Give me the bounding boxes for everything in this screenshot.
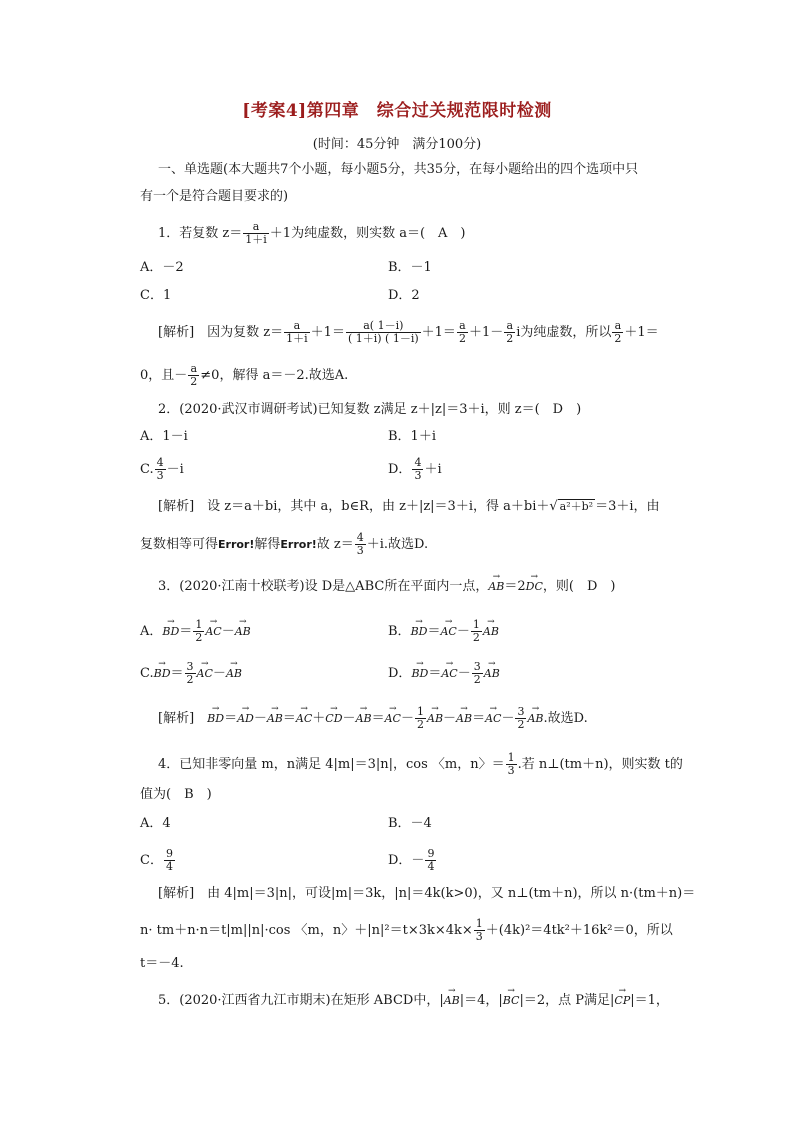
q2-option-a: A．1－i bbox=[140, 429, 188, 444]
q3-option-b: B．→ BD＝→ AC－ $\frac{1}{2}$ → AB bbox=[388, 619, 499, 644]
q4-option-b: B．－4 bbox=[388, 816, 432, 831]
q1-stem: 1．若复数 z＝ $\frac{a}{1+i}$ ＋1为纯虚数，则实数 a＝( A ) bbox=[158, 220, 466, 246]
q2-solution-line-1: [解析] 设 z＝a＋bi，其中 a，b∈R，由 z＋|z|＝3＋i，得 a＋bi＋√ a²＋b² ＝3＋i，由 bbox=[158, 499, 660, 514]
q5-stem: 5．(2020·江西省九江市期末)在矩形 ABCD中，|→ AB|＝4，|→ BC|＝2，点 P满足|→ CP|＝1， bbox=[158, 991, 669, 1011]
q4-solution-line-3: t＝－4. bbox=[140, 956, 184, 971]
q3-stem: 3．(2020·江南十校联考)设 D是△ABC所在平面内一点，→ AB＝2→ DC，则( D ) bbox=[158, 577, 615, 597]
section-intro-line-1: 一、单选题(本大题共7个小题，每小题5分，共35分，在每小题给出的四个选项中只 bbox=[158, 162, 639, 177]
q4-stem-line-2: 值为( B ) bbox=[140, 787, 212, 802]
q3-option-d: D．→ BD＝→ AC－ $\frac{3}{2}$ → AB bbox=[388, 661, 500, 686]
q1-option-d: D．2 bbox=[388, 288, 420, 303]
q4-stem-line-1: 4．已知非零向量 m，n满足 4|m|＝3|n|，cos 〈m，n〉＝ $\frac{1}{3}$ .若 n⊥(tm＋n)，则实数 t的 bbox=[158, 751, 683, 777]
q3-solution: [解析] → BD＝→ AD－→ AB＝→ AC＋→ CD－→ AB＝→ AC－ $\frac{1}{2}$ → AB－→ AB＝→ AC－ $\frac{3}{2}$ → AB.故选D. bbox=[158, 706, 588, 731]
q1-option-b: B．－1 bbox=[388, 260, 432, 275]
q2-option-d: D． $\frac{4}{3}$ ＋i bbox=[388, 456, 442, 482]
q1-option-a: A．－2 bbox=[140, 260, 184, 275]
q4-option-a: A．4 bbox=[140, 816, 171, 831]
q1-option-c: C．1 bbox=[140, 288, 172, 303]
q2-solution-line-2: 复数相等可得Error!解得Error!故 z＝ $\frac{4}{3}$ ＋i.故选D. bbox=[140, 531, 429, 557]
page-title: [考案4]第四章 综合过关规范限时检测 bbox=[242, 101, 552, 121]
q3-option-a: A．→ BD＝ $\frac{1}{2}$ → AC－→ AB bbox=[140, 619, 251, 644]
section-intro-line-2: 有一个是符合题目要求的) bbox=[140, 189, 289, 204]
q1-solution-line-1: [解析] 因为复数 z＝ $\frac{a}{1+i}$ ＋1＝ $\frac{a( 1-i)}{( 1+i) ( 1-i)}$ ＋1＝ $\frac{a}{2}$ ＋1－ $\frac{a}{2}$ i为纯虚数，所以 $\frac{a}{2}$ ＋1＝ bbox=[158, 319, 659, 345]
q2-option-b: B．1＋i bbox=[388, 429, 436, 444]
q4-option-c: C． $\frac{9}{4}$ bbox=[140, 847, 173, 873]
q4-option-d: D．－ $\frac{9}{4}$ bbox=[388, 847, 435, 873]
q1-solution-line-2: 0，且－ $\frac{a}{2}$ ≠0，解得 a＝－2.故选A. bbox=[140, 362, 349, 388]
q4-solution-line-2: n· tm＋n·n＝t|m||n|·cos 〈m，n〉＋|n|²＝t×3k×4k× $\frac{1}{3}$ ＋(4k)²＝4tk²＋16k²＝0，所以 bbox=[140, 917, 673, 943]
q2-option-c: C. $\frac{4}{3}$ －i bbox=[140, 456, 184, 482]
q2-stem: 2．(2020·武汉市调研考试)已知复数 z满足 z＋|z|＝3＋i，则 z＝( D ) bbox=[158, 402, 582, 417]
page-subtitle: (时间：45分钟 满分100分) bbox=[312, 137, 482, 152]
q3-option-c: C.→ BD＝ $\frac{3}{2}$ → AC－→ AB bbox=[140, 661, 242, 686]
q4-solution-line-1: [解析] 由 4|m|＝3|n|，可设|m|＝3k，|n|＝4k(k>0)，又 n⊥(tm＋n)，所以 n·(tm＋n)＝ bbox=[158, 886, 696, 901]
